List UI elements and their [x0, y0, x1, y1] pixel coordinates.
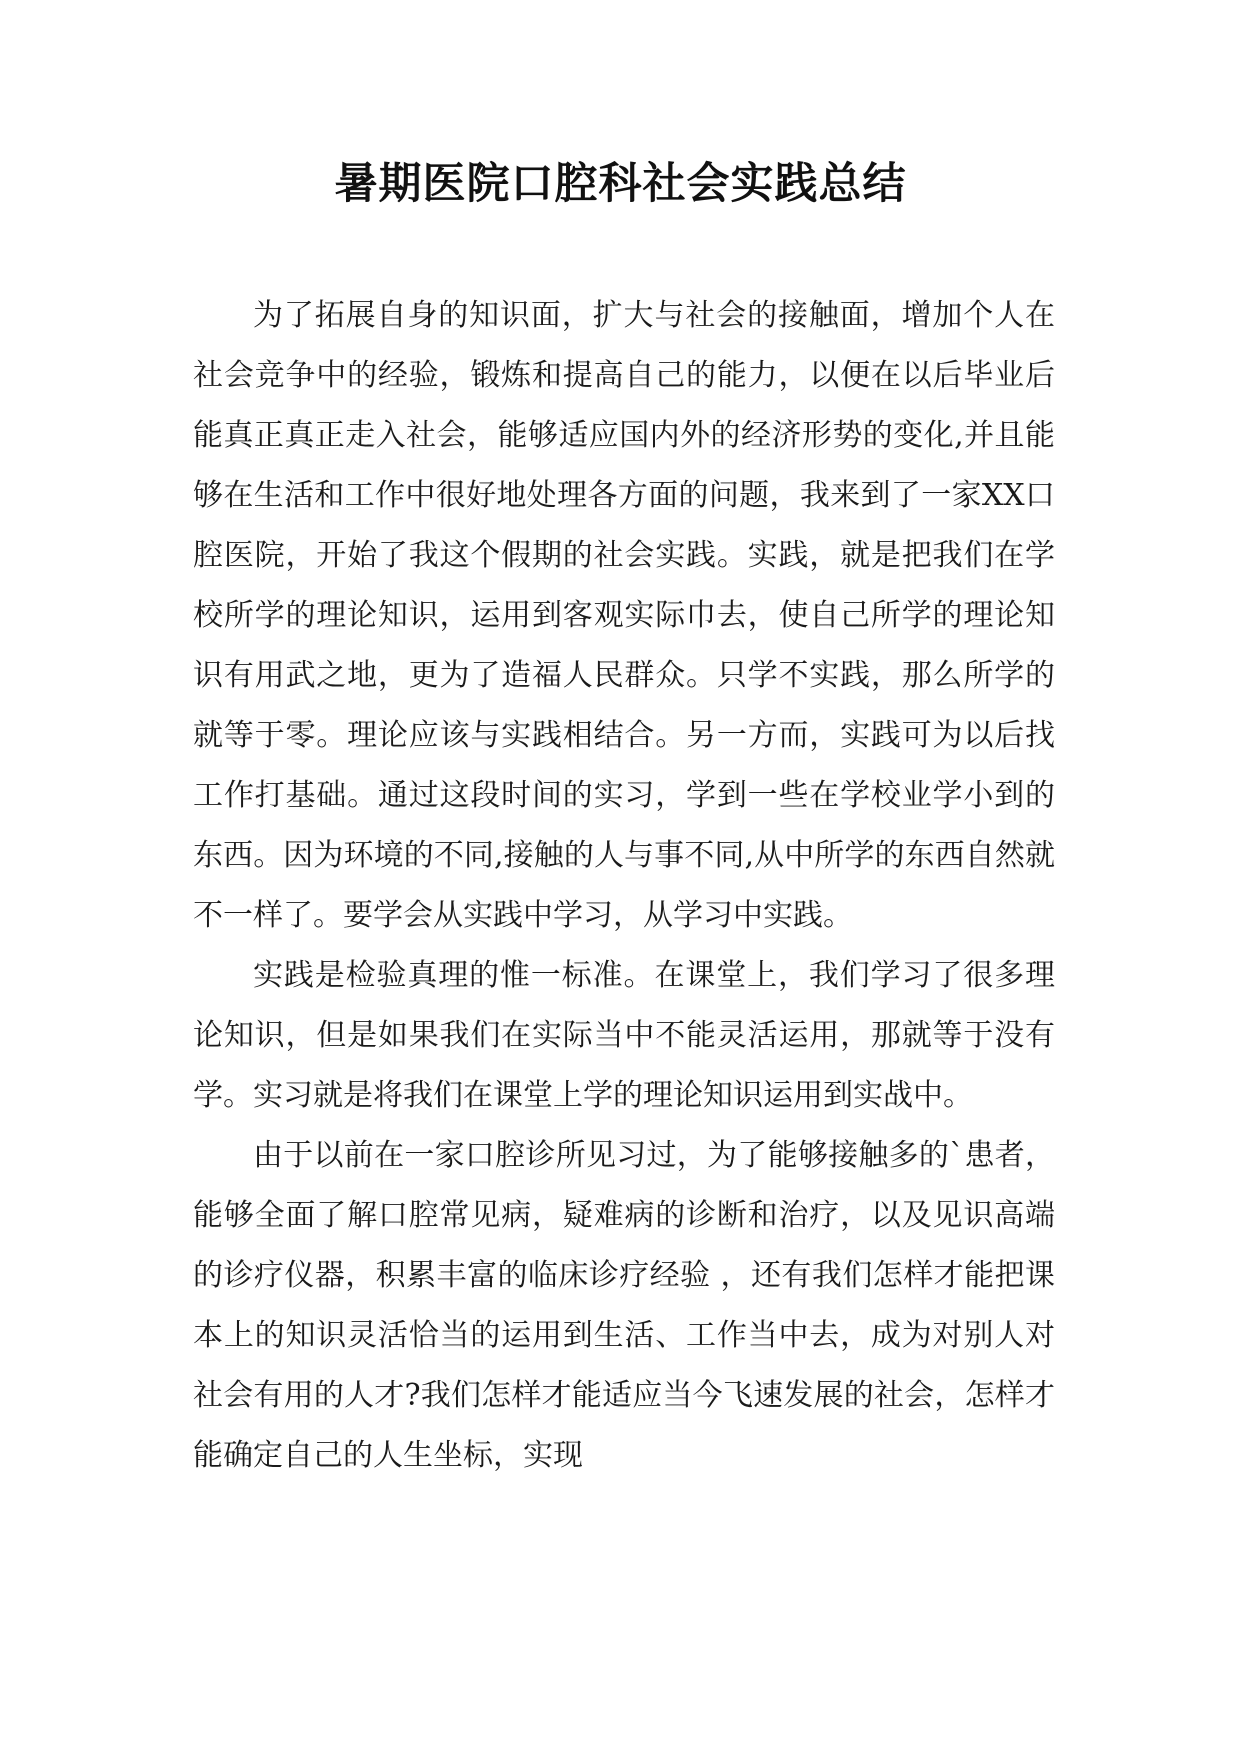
paragraph-2: 实践是检验真理的惟一标准。在课堂上，我们学习了很多理论知识，但是如果我们在实际当中不能灵活运用，那就等于没有学。实习就是将我们在课堂上学的理论知识运用到实战中。: [193, 958, 1055, 1113]
document-title: 暑期医院口腔科社会实践总结: [334, 159, 907, 209]
paragraph-1: 为了拓展自身的知识面，扩大与社会的接触面，增加个人在社会竞争中的经验，锻炼和提高自己的能力，以便在以后毕业后能真正真正走入社会，能够适应国内外的经济形势的变化,并且能够在生活和工作中很好地处理各方面的问题，我来到了一家XX口腔医院，开始了我这个假期的社会实践。实践，就是把我们在学校所学的理论知识，运用到客观实际巾去，使自己所学的理论知识有用武之地，更为了造福人民群众。只学不实践，那么所学的就等于零。理论应该与实践相结合。另一方而，实践可为以后找工作打基础。通过这段时间的实习，学到一些在学校业学小到的东西。因为环境的不同,接触的人与事不同,从中所学的东西自然就不一样了。要学会从实践中学习，从学习中实践。: [193, 298, 1055, 933]
paragraph-3: 由于以前在一家口腔诊所见习过，为了能够接触多的`患者，能够全面了解口腔常见病，疑难病的诊断和治疗，以及见识高端的诊疗仪器，积累丰富的临床诊疗经验 ，还有我们怎样才能把课本上的知识灵活恰当的运用到生活、工作当中去，成为对别人对社会有用的人才?我们怎样才能适应当今飞速发展的社会，怎样才能确定自己的人生坐标，实现: [193, 1138, 1055, 1473]
document-body: [193, 286, 1055, 1486]
